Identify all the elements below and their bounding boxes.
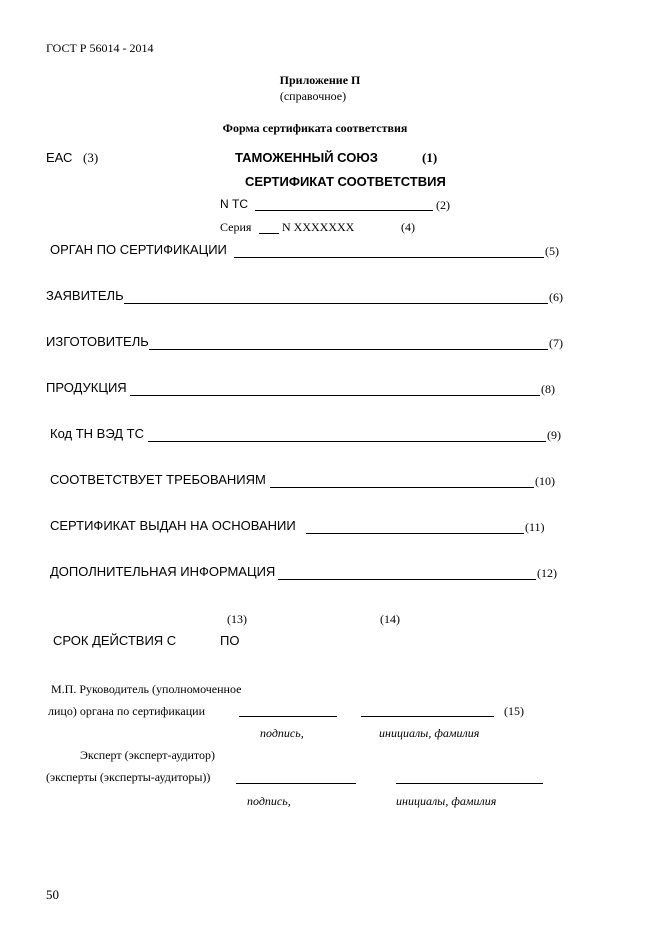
form-title: Форма сертификата соответствия [222,121,408,135]
field-label-certification-body: ОРГАН ПО СЕРТИФИКАЦИИ [50,242,227,257]
number-line [255,210,433,211]
appendix-subtitle: (справочное) [279,89,347,103]
expert-sign-caption: подпись, [247,794,291,808]
appendix-title: Приложение П [279,73,361,87]
head-num: (15) [504,704,524,718]
eac-num: (3) [83,150,99,165]
field-label-hs-code: Код ТН ВЭД ТС [50,426,144,441]
field-num: (11) [525,520,545,534]
field-label-additional-info: ДОПОЛНИТЕЛЬНАЯ ИНФОРМАЦИЯ [50,564,276,579]
expert-name-caption: инициалы, фамилия [396,794,497,808]
expert-line2: (эксперты (эксперты-аудиторы)) [46,770,211,784]
head-signatory-line2: лицо) органа по сертификации [48,704,205,718]
field-num: (9) [547,428,561,442]
eac-mark: ЕАС [46,150,73,165]
field-num: (7) [549,336,563,350]
field-line [270,487,534,488]
field-num: (5) [545,244,559,258]
expert-signature-line [236,783,356,784]
field-label-requirements: СООТВЕТСТВУЕТ ТРЕБОВАНИЯМ [50,472,266,487]
head-name-line [361,716,494,717]
head-sign-caption: подпись, [260,726,304,740]
series-line [259,233,279,234]
field-line [278,579,536,580]
validity-to-label: ПО [220,633,240,648]
field-line [306,533,524,534]
head-signature-line [239,716,337,717]
field-num: (10) [535,474,555,488]
field-line [149,349,548,350]
head-name-caption: инициалы, фамилия [379,726,480,740]
field-line [130,395,540,396]
number-num: (2) [436,198,450,212]
field-line [234,257,544,258]
field-line [124,303,548,304]
validity-to-num: (14) [380,612,400,626]
standard-code: ГОСТ Р 56014 - 2014 [46,41,154,55]
field-label-product: ПРОДУКЦИЯ [46,380,127,395]
head-signatory-line1: М.П. Руководитель (уполномоченное [51,682,242,696]
field-label-manufacturer: ИЗГОТОВИТЕЛЬ [46,334,149,349]
field-num: (6) [549,290,563,304]
field-num: (8) [541,382,555,396]
field-line [148,441,546,442]
certificate-title: СЕРТИФИКАТ СООТВЕТСТВИЯ [245,174,446,189]
union-title: ТАМОЖЕННЫЙ СОЮЗ [235,150,378,165]
union-num: (1) [422,150,438,165]
number-label: N ТС [220,197,248,211]
page-number: 50 [46,887,59,902]
series-label: Серия [220,220,252,234]
expert-line1: Эксперт (эксперт-аудитор) [80,748,216,762]
series-num: (4) [401,220,415,234]
validity-label: СРОК ДЕЙСТВИЯ С [53,633,177,648]
field-num: (12) [537,566,557,580]
series-value: N ХХХХХХХ [282,220,355,234]
field-label-applicant: ЗАЯВИТЕЛЬ [46,288,124,303]
validity-from-num: (13) [227,612,247,626]
expert-name-line [396,783,543,784]
field-label-issued-basis: СЕРТИФИКАТ ВЫДАН НА ОСНОВАНИИ [50,518,296,533]
